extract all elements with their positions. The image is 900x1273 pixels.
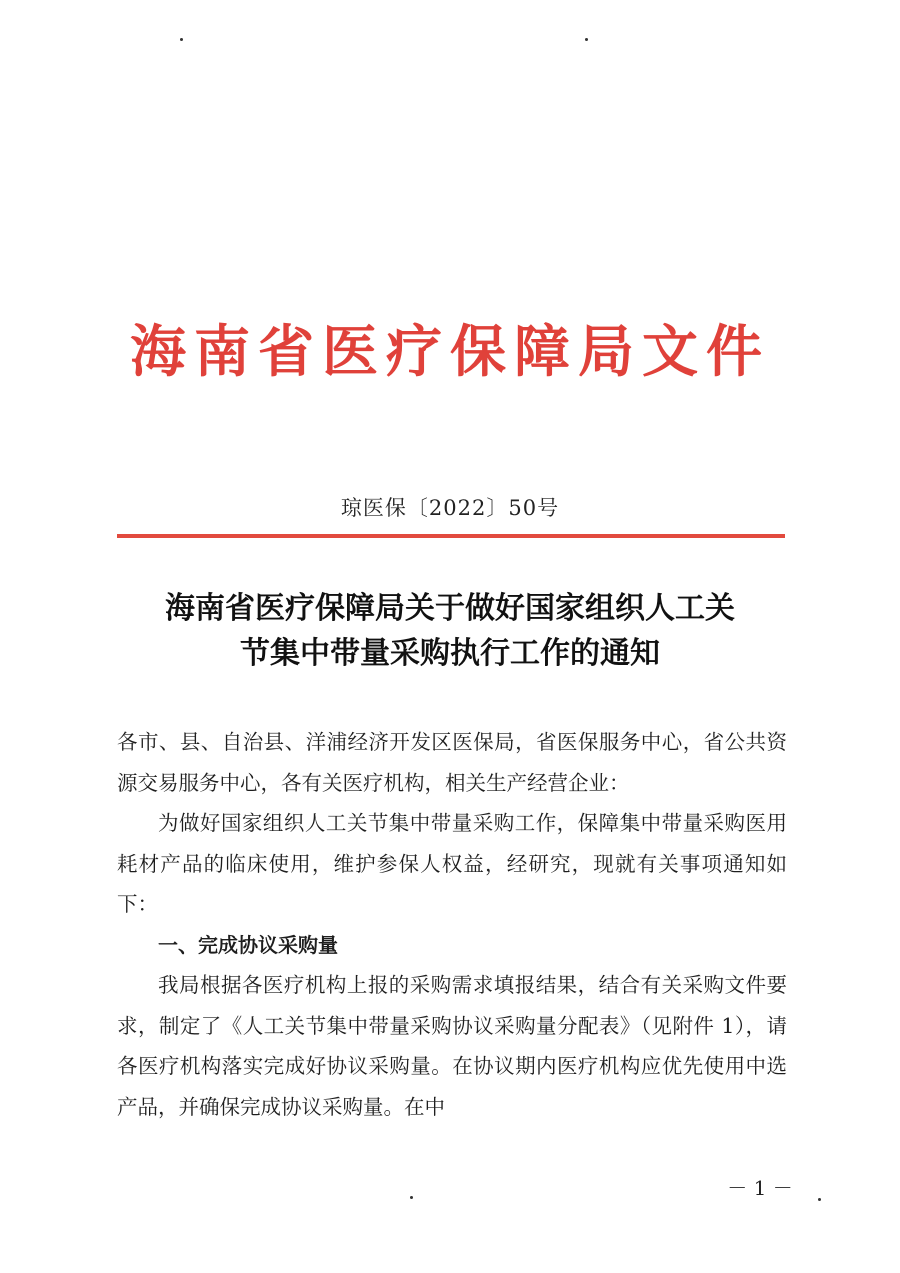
scan-speck (818, 1198, 821, 1201)
document-number: 琼医保〔2022〕50号 (340, 496, 560, 520)
document-title-line-2: 节集中带量采购执行工作的通知 (240, 636, 660, 671)
scan-speck (180, 38, 183, 41)
scan-speck (585, 38, 588, 41)
page-number: － 1 － (727, 1176, 793, 1200)
red-divider-line (117, 534, 785, 538)
document-title (120, 586, 780, 676)
intro-paragraph: 为做好国家组织人工关节集中带量采购工作，保障集中带量采购医用耗材产品的临床使用，维护参保人权益，经研究，现就有关事项通知如下： (117, 811, 787, 916)
issuing-authority-header: 海南省医疗保障局文件 (130, 320, 770, 385)
section-heading: 一、完成协议采购量 (158, 932, 338, 957)
section-body-paragraph: 我局根据各医疗机构上报的采购需求填报结果，结合有关采购文件要求，制定了《人工关节集中带量采购协议采购量分配表》（见附件 1），请各医疗机构落实完成好协议采购量。在协议期内医疗机构应优先使用中选产品，并确保完成协议采购量。在中 (117, 973, 787, 1119)
document-title-line-1: 海南省医疗保障局关于做好国家组织人工关 (165, 591, 735, 626)
recipients-paragraph: 各市、县、自治县、洋浦经济开发区医保局，省医保服务中心，省公共资源交易服务中心，各有关医疗机构，相关生产经营企业： (117, 730, 787, 795)
scan-speck (410, 1196, 413, 1199)
document-body (117, 722, 787, 1127)
